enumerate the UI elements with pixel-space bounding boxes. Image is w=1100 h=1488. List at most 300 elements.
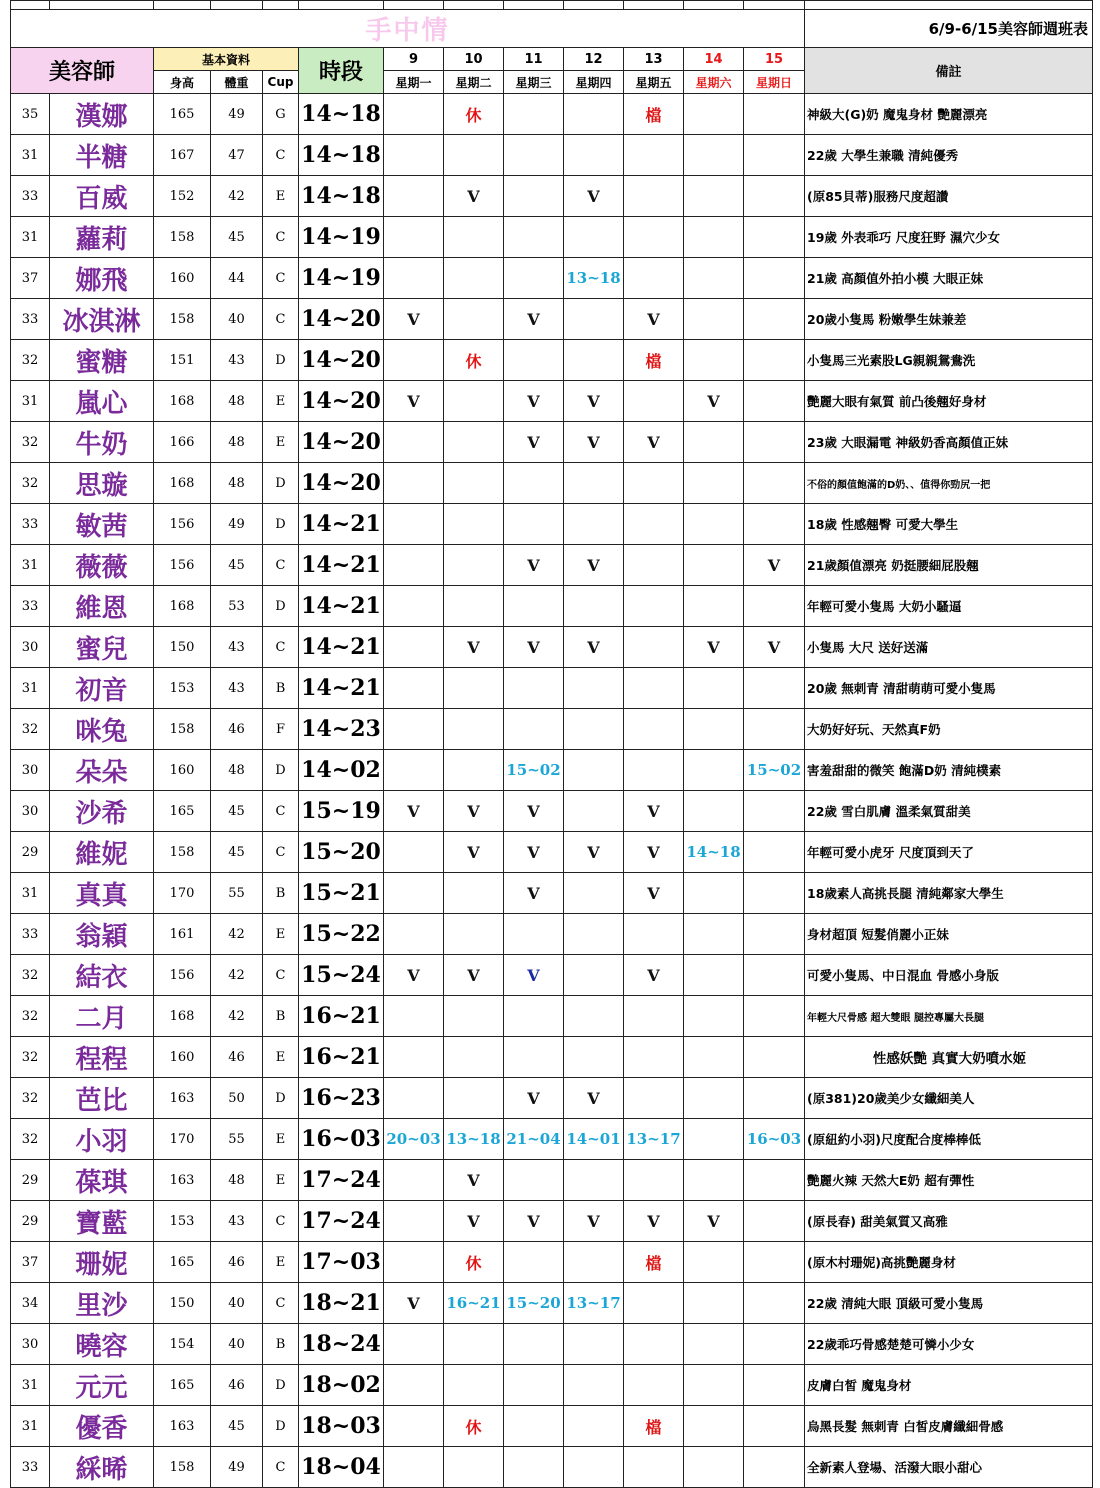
header-basic-info: 基本資料 [154,48,299,71]
day-cell [684,504,744,545]
cup-cell: E [263,422,299,463]
height-cell: 168 [154,586,211,627]
day-cell [624,217,684,258]
day-cell [384,422,444,463]
beautician-name: 冰淇淋 [50,299,154,340]
beautician-name: 葆琪 [50,1160,154,1201]
day-cell [624,1447,684,1488]
day-cell: V [624,955,684,996]
header-time: 時段 [299,48,384,94]
table-row [11,176,1093,217]
height-cell: 166 [154,422,211,463]
age-cell: 31 [11,217,50,258]
weight-cell: 49 [211,1447,263,1488]
day-cell: V [624,1201,684,1242]
remark-cell: 艷麗大眼有氣質 前凸後翹好身材 [805,381,1093,422]
height-cell: 156 [154,955,211,996]
day-cell [564,1160,624,1201]
day-cell [624,1078,684,1119]
cup-cell: D [263,586,299,627]
table-row [11,832,1093,873]
height-cell: 170 [154,1119,211,1160]
day-cell [744,791,805,832]
height-cell: 153 [154,668,211,709]
header-weekday: 星期一 [384,71,444,94]
day-cell [504,586,564,627]
table-row [11,545,1093,586]
weight-cell: 42 [211,996,263,1037]
day-cell [684,176,744,217]
day-cell [564,955,624,996]
cup-cell: C [263,791,299,832]
table-row [11,668,1093,709]
day-cell: V [384,381,444,422]
height-cell: 165 [154,791,211,832]
day-cell: V [504,791,564,832]
day-cell: 13~17 [564,1283,624,1324]
day-cell [744,504,805,545]
remark-cell: 22歲 清純大眼 頂級可愛小隻馬 [805,1283,1093,1324]
beautician-name: 漢娜 [50,94,154,135]
beautician-name: 沙希 [50,791,154,832]
day-cell: 休 [444,1406,504,1447]
remark-cell: 21歲 高顏值外拍小模 大眼正妹 [805,258,1093,299]
age-cell: 32 [11,996,50,1037]
cup-cell: D [263,1365,299,1406]
height-cell: 168 [154,463,211,504]
beautician-name: 二月 [50,996,154,1037]
day-cell: V [384,791,444,832]
weight-cell: 45 [211,791,263,832]
age-cell: 32 [11,1119,50,1160]
day-cell: V [624,791,684,832]
day-cell [624,996,684,1037]
day-cell [564,463,624,504]
height-cell: 165 [154,1242,211,1283]
day-cell: V [684,381,744,422]
day-cell: V [384,955,444,996]
day-cell [684,996,744,1037]
day-cell [564,873,624,914]
cup-cell: F [263,709,299,750]
height-cell: 161 [154,914,211,955]
day-cell [744,832,805,873]
day-cell [504,340,564,381]
day-cell [624,1283,684,1324]
day-cell [744,1406,805,1447]
weight-cell: 46 [211,1242,263,1283]
table-row [11,1078,1093,1119]
cup-cell: D [263,463,299,504]
remark-cell: 21歲顏值漂亮 奶挺腰細屁股翹 [805,545,1093,586]
time-slot-cell: 14~21 [299,545,384,586]
height-cell: 150 [154,1283,211,1324]
day-cell [744,340,805,381]
day-cell: 21~04 [504,1119,564,1160]
age-cell: 30 [11,791,50,832]
time-slot-cell: 14~21 [299,504,384,545]
day-cell: 14~18 [684,832,744,873]
day-cell [504,914,564,955]
cup-cell: C [263,258,299,299]
time-slot-cell: 16~21 [299,1037,384,1078]
day-cell: V [504,299,564,340]
weight-cell: 45 [211,832,263,873]
day-cell [564,1365,624,1406]
age-cell: 31 [11,1365,50,1406]
age-cell: 35 [11,94,50,135]
day-cell [744,1242,805,1283]
time-slot-cell: 15~22 [299,914,384,955]
remark-cell: 性感妖艷 真實大奶噴水姬 [805,1037,1093,1078]
day-cell [624,504,684,545]
day-cell [384,176,444,217]
day-cell: V [504,381,564,422]
day-cell [684,135,744,176]
day-cell [444,422,504,463]
age-cell: 32 [11,463,50,504]
height-cell: 163 [154,1160,211,1201]
table-row [11,258,1093,299]
day-cell [624,1037,684,1078]
day-cell [684,258,744,299]
time-slot-cell: 15~21 [299,873,384,914]
day-cell [384,1037,444,1078]
age-cell: 32 [11,709,50,750]
remark-cell: 不俗的顏值飽滿的D奶、、值得你勁尻一把 [805,463,1093,504]
day-cell: 休 [444,340,504,381]
cup-cell: C [263,1283,299,1324]
table-row [11,340,1093,381]
remark-cell: (原木村珊妮)高挑艷麗身材 [805,1242,1093,1283]
time-slot-cell: 18~24 [299,1324,384,1365]
weight-cell: 46 [211,1037,263,1078]
weight-cell: 42 [211,176,263,217]
day-cell [744,1283,805,1324]
day-cell [744,1201,805,1242]
beautician-name: 寶藍 [50,1201,154,1242]
header-day-num: 11 [504,48,564,71]
day-cell [564,340,624,381]
header-day-num: 12 [564,48,624,71]
remark-cell: (原紐約小羽)尺度配合度棒棒低 [805,1119,1093,1160]
day-cell [744,135,805,176]
day-cell: V [504,873,564,914]
remark-cell: 大奶好好玩、天然真F奶 [805,709,1093,750]
weight-cell: 50 [211,1078,263,1119]
week-title: 6/9-6/15美容師週班表 [805,10,1093,48]
age-cell: 37 [11,258,50,299]
weight-cell: 43 [211,1201,263,1242]
table-row [11,1447,1093,1488]
page-title: 手中情 [11,10,805,48]
height-cell: 168 [154,996,211,1037]
day-cell [684,791,744,832]
table-row [11,422,1093,463]
cup-cell: C [263,955,299,996]
day-cell [504,135,564,176]
weight-cell: 48 [211,422,263,463]
day-cell [744,381,805,422]
day-cell [624,586,684,627]
header-day-num: 14 [684,48,744,71]
title-row [11,10,1093,48]
header-weekday: 星期三 [504,71,564,94]
remark-cell: 小隻馬三光素股LG親親鴛鴦洗 [805,340,1093,381]
cup-cell: E [263,381,299,422]
age-cell: 30 [11,627,50,668]
day-cell [504,258,564,299]
day-cell [444,1037,504,1078]
time-slot-cell: 14~21 [299,627,384,668]
table-row [11,1201,1093,1242]
cup-cell: D [263,1406,299,1447]
cup-cell: E [263,914,299,955]
day-cell [564,504,624,545]
day-cell: V [564,1078,624,1119]
day-cell: V [564,1201,624,1242]
table-row [11,955,1093,996]
day-cell [504,94,564,135]
weight-cell: 43 [211,340,263,381]
day-cell [504,709,564,750]
age-cell: 29 [11,1201,50,1242]
remark-cell: 身材超頂 短髮俏麗小正妹 [805,914,1093,955]
day-cell [564,1324,624,1365]
day-cell: 15~02 [744,750,805,791]
day-cell [444,873,504,914]
remark-cell: 小隻馬 大尺 送好送滿 [805,627,1093,668]
day-cell [744,217,805,258]
day-cell: V [444,955,504,996]
day-cell [564,1242,624,1283]
time-slot-cell: 15~20 [299,832,384,873]
day-cell [504,504,564,545]
day-cell [684,299,744,340]
cup-cell: D [263,504,299,545]
remark-cell: 年輕大尺骨感 超大雙眼 腿控專屬大長腿 [805,996,1093,1037]
day-cell [504,1324,564,1365]
cup-cell: B [263,873,299,914]
table-row [11,1242,1093,1283]
day-cell [744,258,805,299]
day-cell [744,1078,805,1119]
day-cell: 20~03 [384,1119,444,1160]
time-slot-cell: 14~21 [299,586,384,627]
remark-cell: 18歲素人高挑長腿 清純鄰家大學生 [805,873,1093,914]
beautician-name: 珊妮 [50,1242,154,1283]
day-cell [444,914,504,955]
day-cell [384,1078,444,1119]
day-cell [504,217,564,258]
day-cell: 13~17 [624,1119,684,1160]
remark-cell: 20歲 無刺青 清甜萌萌可愛小隻馬 [805,668,1093,709]
header-day-num: 10 [444,48,504,71]
age-cell: 31 [11,545,50,586]
cup-cell: C [263,217,299,258]
remark-cell: 19歲 外表乖巧 尺度狂野 濕穴少女 [805,217,1093,258]
day-cell [384,258,444,299]
height-cell: 156 [154,545,211,586]
age-cell: 31 [11,135,50,176]
day-cell [684,1242,744,1283]
cup-cell: D [263,340,299,381]
beautician-name: 思璇 [50,463,154,504]
age-cell: 33 [11,504,50,545]
day-cell: V [504,955,564,996]
day-cell: V [444,791,504,832]
day-cell: 檔 [624,1242,684,1283]
table-row [11,709,1093,750]
age-cell: 37 [11,1242,50,1283]
day-cell: 檔 [624,94,684,135]
beautician-name: 結衣 [50,955,154,996]
age-cell: 34 [11,1283,50,1324]
day-cell [564,750,624,791]
time-slot-cell: 16~23 [299,1078,384,1119]
day-cell: V [444,1201,504,1242]
weight-cell: 45 [211,545,263,586]
day-cell [744,873,805,914]
beautician-name: 翁穎 [50,914,154,955]
cup-cell: E [263,1160,299,1201]
age-cell: 31 [11,381,50,422]
day-cell [564,299,624,340]
day-cell [684,914,744,955]
weight-cell: 46 [211,709,263,750]
table-row [11,1283,1093,1324]
cup-cell: B [263,668,299,709]
day-cell [744,586,805,627]
day-cell [444,750,504,791]
day-cell [744,463,805,504]
day-cell [684,217,744,258]
day-cell [504,176,564,217]
remark-cell: (原381)20歲美少女纖細美人 [805,1078,1093,1119]
age-cell: 33 [11,586,50,627]
day-cell: V [564,627,624,668]
time-slot-cell: 16~21 [299,996,384,1037]
day-cell [564,217,624,258]
day-cell: V [504,832,564,873]
height-cell: 160 [154,750,211,791]
table-row [11,1406,1093,1447]
day-cell: V [384,299,444,340]
remark-cell: 可愛小隻馬、中日混血 骨感小身版 [805,955,1093,996]
beautician-name: 真真 [50,873,154,914]
day-cell [624,750,684,791]
beautician-name: 嵐心 [50,381,154,422]
day-cell [684,955,744,996]
day-cell [444,217,504,258]
age-cell: 33 [11,914,50,955]
day-cell [624,668,684,709]
remark-cell: 20歲小隻馬 粉嫩學生妹兼差 [805,299,1093,340]
cup-cell: C [263,545,299,586]
header-weight: 體重 [211,71,263,94]
day-cell: 15~02 [504,750,564,791]
weight-cell: 40 [211,1324,263,1365]
age-cell: 32 [11,340,50,381]
day-cell: 休 [444,94,504,135]
day-cell: V [564,176,624,217]
height-cell: 158 [154,299,211,340]
time-slot-cell: 17~03 [299,1242,384,1283]
day-cell [624,135,684,176]
cup-cell: B [263,1324,299,1365]
day-cell [444,1365,504,1406]
day-cell: V [444,627,504,668]
day-cell [564,94,624,135]
time-slot-cell: 15~24 [299,955,384,996]
day-cell [744,1324,805,1365]
beautician-name: 維恩 [50,586,154,627]
time-slot-cell: 18~21 [299,1283,384,1324]
day-cell [444,1447,504,1488]
time-slot-cell: 17~24 [299,1160,384,1201]
cup-cell: E [263,1242,299,1283]
weight-cell: 55 [211,873,263,914]
beautician-name: 維妮 [50,832,154,873]
day-cell [384,545,444,586]
beautician-name: 程程 [50,1037,154,1078]
day-cell: V [504,545,564,586]
beautician-name: 半糖 [50,135,154,176]
remark-cell: 年輕可愛小虎牙 尺度頂到天了 [805,832,1093,873]
day-cell [444,709,504,750]
day-cell [564,996,624,1037]
day-cell: V [624,299,684,340]
time-slot-cell: 14~20 [299,340,384,381]
day-cell [564,135,624,176]
day-cell: V [504,1201,564,1242]
table-row [11,627,1093,668]
day-cell [564,709,624,750]
day-cell [624,1324,684,1365]
day-cell [384,996,444,1037]
day-cell [504,1037,564,1078]
day-cell [624,1160,684,1201]
day-cell [384,135,444,176]
height-cell: 170 [154,873,211,914]
day-cell [624,545,684,586]
height-cell: 153 [154,1201,211,1242]
day-cell: V [684,1201,744,1242]
time-slot-cell: 14~18 [299,135,384,176]
remark-cell: 22歲乖巧骨感楚楚可憐小少女 [805,1324,1093,1365]
height-cell: 163 [154,1078,211,1119]
day-cell [504,1365,564,1406]
day-cell: V [504,1078,564,1119]
remark-cell: (原85貝蒂)服務尺度超讚 [805,176,1093,217]
remark-cell: 23歲 大眼漏電 神級奶香高顏值正妹 [805,422,1093,463]
day-cell [744,955,805,996]
header-height: 身高 [154,71,211,94]
height-cell: 168 [154,381,211,422]
age-cell: 32 [11,422,50,463]
day-cell [504,463,564,504]
day-cell: V [564,422,624,463]
beautician-name: 元元 [50,1365,154,1406]
day-cell [384,914,444,955]
age-cell: 31 [11,873,50,914]
table-row [11,1365,1093,1406]
beautician-name: 薇薇 [50,545,154,586]
day-cell [684,1119,744,1160]
height-cell: 152 [154,176,211,217]
day-cell [744,1365,805,1406]
day-cell: 13~18 [564,258,624,299]
